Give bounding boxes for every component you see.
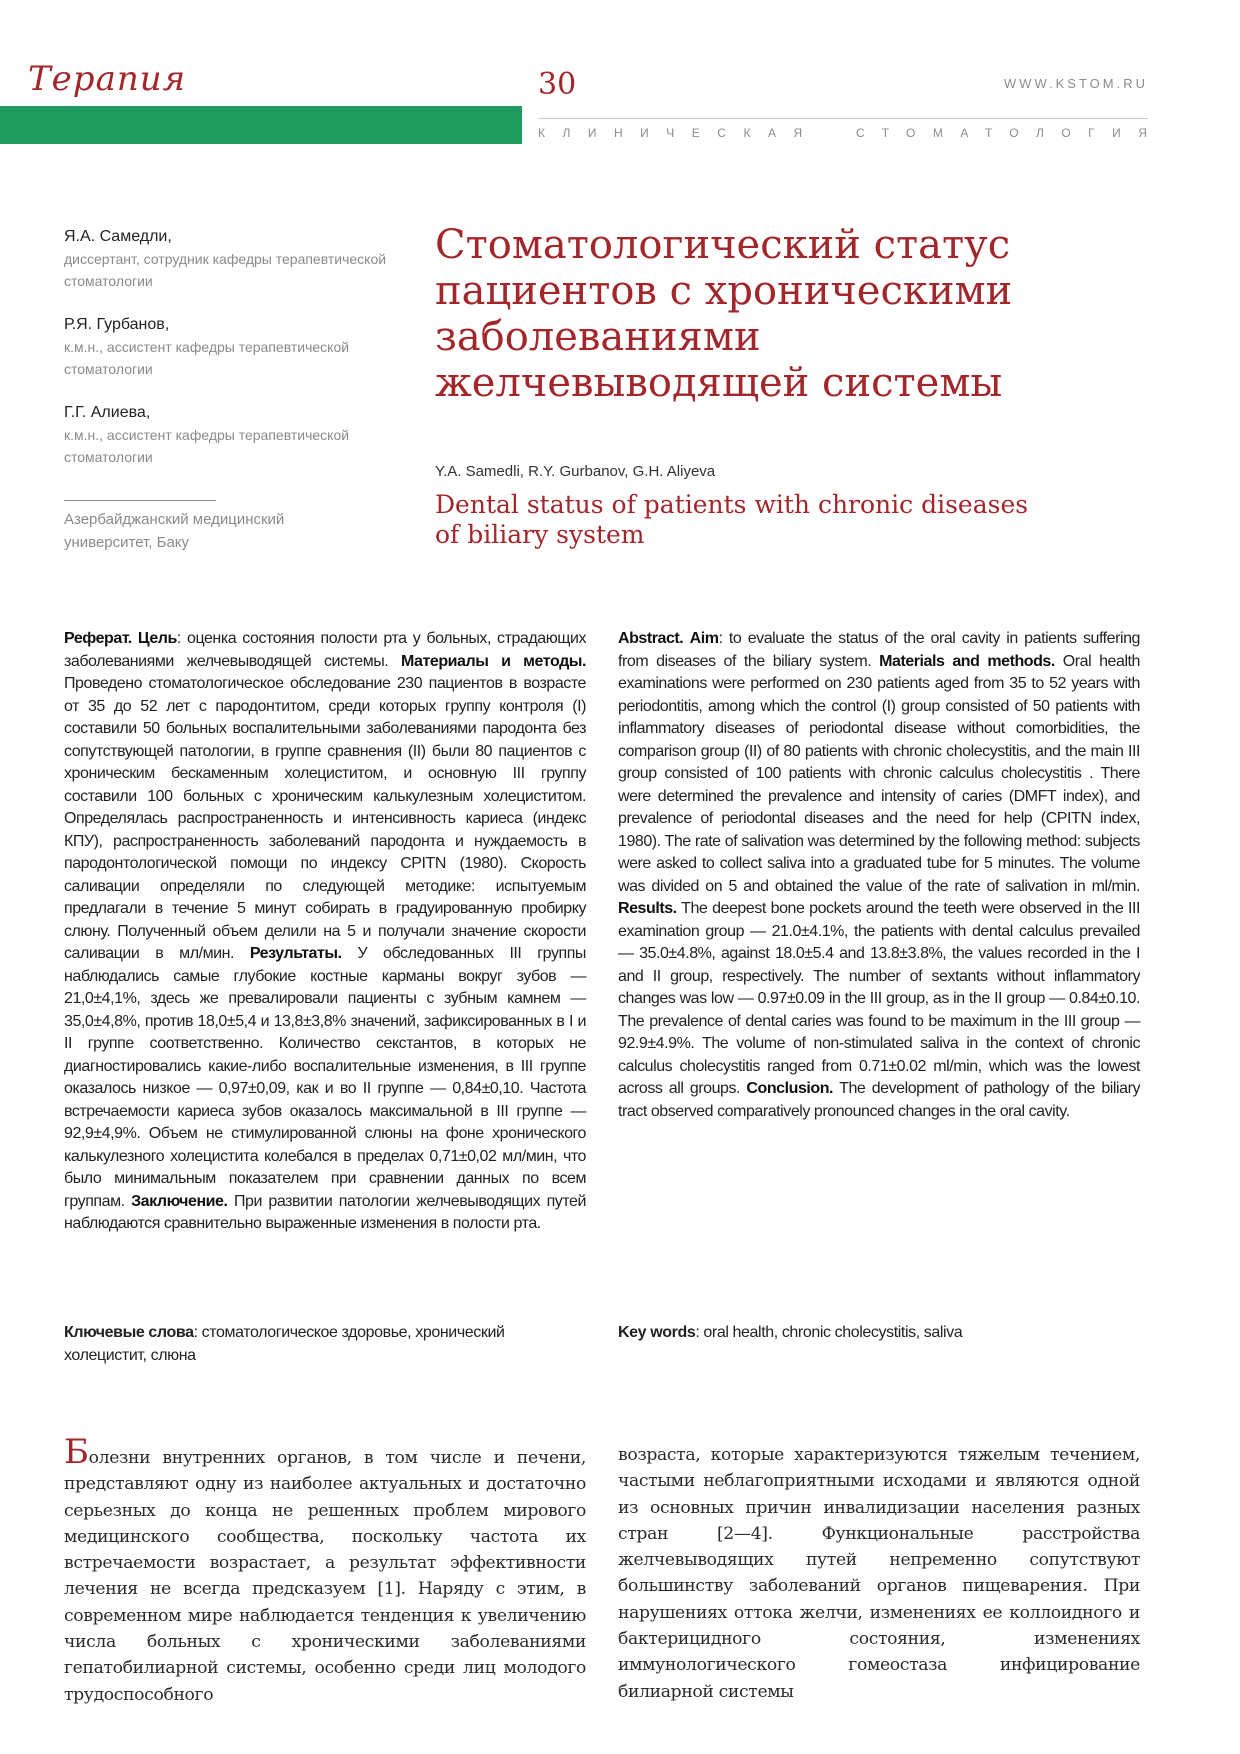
- keywords-text: : oral health, chronic cholecystitis, saliva: [695, 1324, 963, 1341]
- page-number: 30: [538, 67, 577, 102]
- author-entry: [64, 314, 409, 380]
- journal-name-part1: КЛИНИЧЕСКАЯ: [538, 126, 820, 140]
- aim-label: Aim: [689, 630, 719, 647]
- keywords-ru: [64, 1322, 586, 1367]
- author-affiliation: диссертант, сотрудник кафедры терапевтической стоматологии: [64, 251, 387, 289]
- site-url: WWW.KSTOM.RU: [1003, 76, 1148, 91]
- journal-name-part2: СТОМАТОЛОГИЯ: [856, 126, 1165, 140]
- author-name: Р.Я. Гурбанов,: [64, 316, 170, 333]
- abstract-label: Abstract.: [618, 630, 684, 647]
- conclusion-label: Conclusion.: [746, 1080, 834, 1097]
- author-name: Я.А. Самедли,: [64, 228, 172, 245]
- drop-cap: Б: [64, 1432, 89, 1472]
- aim-text: : to evaluate the status of the oral cavity in patients suffering from diseases of the biliary system.: [618, 630, 1140, 670]
- keywords-label: Key words: [618, 1324, 696, 1341]
- authors-en: Y.A. Samedli, R.Y. Gurbanov, G.H. Aliyeva: [435, 463, 716, 480]
- aim-text: : оценка состояния полости рта у больных, страдающих заболеваниями желчевыводящей системы.: [64, 630, 586, 670]
- authors-divider: [64, 500, 216, 501]
- author-entry: [64, 402, 409, 468]
- author-name: Г.Г. Алиева,: [64, 404, 151, 421]
- body-text: олезни внутренних органов, в том числе и печени, представляют одну из наиболее актуальных и достаточно серьезных до конца не решенных проблем мирового медицинского сообщества, поскольку частота их встречаемости возрастает, а результат эффективности лечения не всегда предсказуем [1]. Наряду с этим, в современном мире наблюдается тенденция к увеличению числа больных с хроническими заболеваниями гепатобилиарной системы, особенно среди лиц молодого трудоспособного: [64, 1448, 586, 1705]
- aim-label: Цель: [137, 630, 177, 647]
- author-affiliation: к.м.н., ассистент кафедры терапевтической стоматологии: [64, 339, 350, 377]
- header-divider: [538, 118, 1148, 119]
- article-title-en: Dental status of patients with chronic diseases of biliary system: [435, 490, 1029, 549]
- referat-label: Реферат.: [64, 630, 132, 647]
- conclusion-text: При развитии патологии желчевыводящих путей наблюдаются сравнительно выраженные изменения в полости рта.: [64, 1192, 586, 1232]
- methods-text: Oral health examinations were performed on 230 patients aged from 35 to 52 years with periodontitis, among which the control (I) group consisted of 50 patients with inflammatory diseases of periodontal disease without comorbidities, the comparison group (II) of 80 patients with chronic cholecystitis, and the main III group consisted of 100 patients with chronic calculus cholecystitis . There were determined the prevalence and intensity of caries (DMFT index), and prevalence of periodontal diseases and the need for help (CPITN index, 1980). The rate of salivation was determined by the following method: subjects were asked to collect saliva into a graduated tube for 5 minutes. The volume was divided on 5 and obtained the value of the rate of salivation in ml/min.: [618, 652, 1141, 895]
- university: Азербайджанский медицинский университет, Баку: [64, 511, 285, 551]
- author-entry: [64, 226, 409, 292]
- article-title-ru: Стоматологический статус пациентов с хроническими заболеваниями желчевыводящей системы: [435, 222, 1013, 406]
- results-label: Results.: [618, 900, 677, 917]
- abstract-en: [618, 628, 1140, 1123]
- body-column-right: [618, 1442, 1140, 1705]
- keywords-text: : стоматологическое здоровье, хронический холецистит, слюна: [64, 1324, 505, 1364]
- keywords-label: Ключевые слова: [64, 1324, 194, 1341]
- results-label: Результаты.: [249, 945, 342, 962]
- results-text: The deepest bone pockets around the teeth were observed in the III examination group — 21.0±4.1%, the patients with dental calculus prevailed — 35.0±4.8%, against 18.0±5.4 and 13.8±3.8%, the values recorded in the I and II group, respectively. The number of sextants without inflammatory changes was low — 0.97±0.09 in the III group, as in the II group — 0.84±0.10. The prevalence of dental caries was found to be maximum in the III group — 92.9±4.9%. The volume of non-stimulated saliva in the context of chronic calculus cholecystitis ranged from 0.71±0.02 ml/min, which was the lowest across all groups.: [618, 900, 1140, 1097]
- methods-label: Materials and methods.: [879, 652, 1055, 670]
- author-affiliation: к.м.н., ассистент кафедры терапевтической стоматологии: [64, 427, 350, 465]
- results-text: У обследованных III группы наблюдались самые глубокие костные карманы вокруг зубов — 21,0±4,1%, здесь же превалировали пациенты с зубным камнем — 35,0±4,8%, против 18,0±5,4 и 13,8±3,8% значений, зафиксированных в I и II группе соответственно. Количество секстантов, в которых не диагностировались какие-либо воспалительные изменения, в III группе оказалось низкое — 0,97±0,09, как и во II группе — 0,84±0,10. Частота встречаемости кариеса зубов оказалось максимальной в III группе — 92,9±4,9%. Объем не стимулированной слюны на фоне хронического калькулезного холецистита колебался в пределах 0,71±0,02 мл/мин, что было минимальным показателем при сравнении данных по всем группам.: [64, 945, 586, 1210]
- conclusion-text: The development of pathology of the biliary tract observed comparatively pronounced changes in the oral cavity.: [618, 1080, 1140, 1120]
- methods-label: Материалы и методы.: [400, 652, 586, 670]
- section-title: Терапия: [28, 59, 187, 99]
- body-column-left: [64, 1432, 586, 1708]
- abstract-ru: [64, 628, 586, 1236]
- conclusion-label: Заключение.: [131, 1192, 228, 1210]
- body-text: возраста, которые характеризуются тяжелым течением, частыми неблагоприятными исходами и являются одной из основных причин инвалидизации населения разных стран [2—4]. Функциональные расстройства желчевыводящих путей непременно сопутствуют большинству заболеваний органов пищеварения. При нарушениях оттока желчи, изменениях ее коллоидного и бактерицидного состояния, изменениях иммунологического гомеостаза инфицирование билиарной системы: [618, 1445, 1140, 1702]
- section-color-band: [0, 106, 522, 144]
- keywords-en: [618, 1322, 1140, 1345]
- methods-text: Проведено стоматологическое обследование 230 пациентов в возрасте от 35 до 52 лет с пародонтитом, среди которых группу контроля (I) составили 50 больных воспалительными заболеваниями пародонта без сопутствующей патологии, в группе сравнения (II) были 80 пациентов с хроническим бескаменным холециститом, и основную III группу составили 100 больных с хроническим калькулезным холециститом. Определялась распространенность и интенсивность кариеса (индекс КПУ), распространенность заболеваний пародонта и нуждаемость в пародонтологической помощи по индексу CPITN (1980). Скорость саливации определяли по следующей методике: испытуемым предлагали в течение 5 минут собирать в градуированную пробирку слюну. Полученный объем делили на 5 и получали значение скорости саливации в мл/мин.: [64, 675, 586, 962]
